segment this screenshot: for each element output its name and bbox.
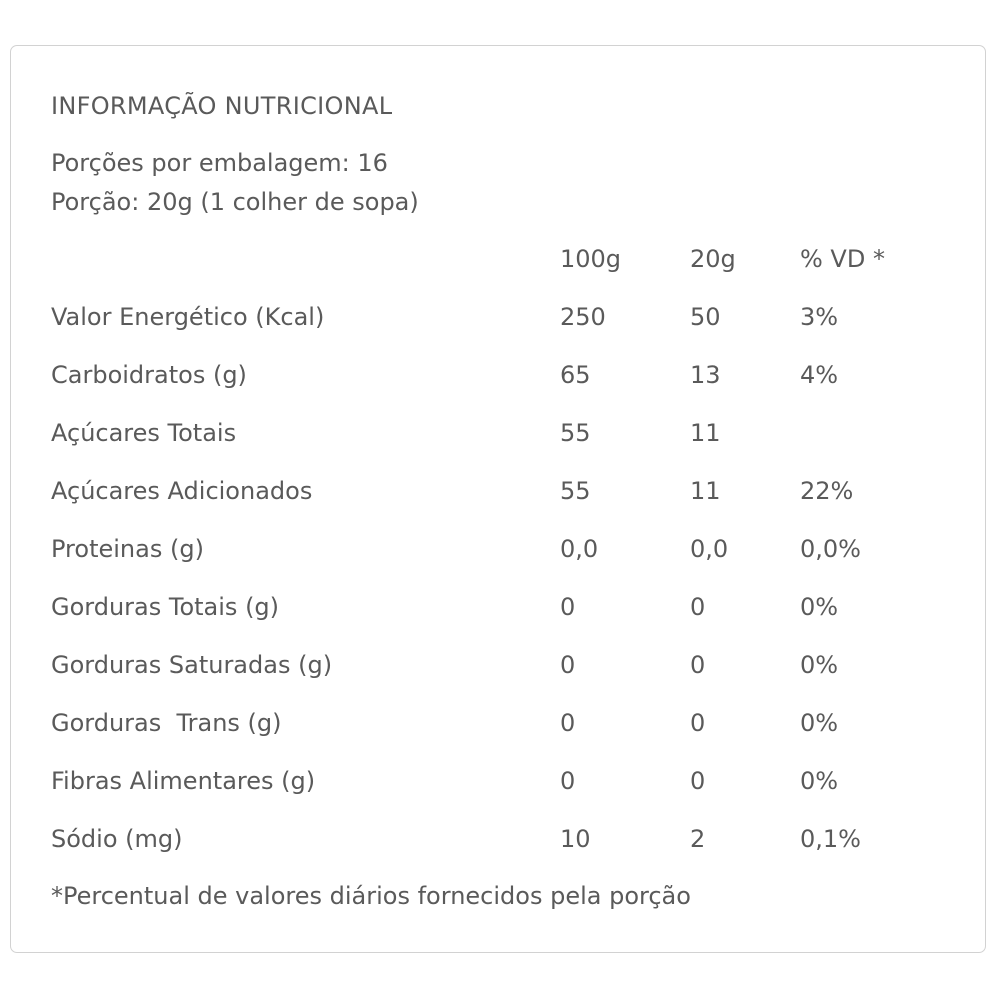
row-value-20g: 0 bbox=[690, 593, 706, 621]
table-row bbox=[51, 649, 951, 707]
row-label: Gorduras Trans (g) bbox=[51, 709, 282, 737]
row-value-20g: 0,0 bbox=[690, 535, 729, 563]
row-value-100g: 0 bbox=[560, 767, 576, 795]
row-label: Sódio (mg) bbox=[51, 825, 183, 853]
row-label: Carboidratos (g) bbox=[51, 361, 247, 389]
row-value-100g: 0 bbox=[560, 651, 576, 679]
row-value-20g: 0 bbox=[690, 767, 706, 795]
row-value-20g: 0 bbox=[690, 651, 706, 679]
table-row bbox=[51, 707, 951, 765]
row-value-vd: 3% bbox=[800, 303, 839, 331]
table-row bbox=[51, 591, 951, 649]
row-value-100g: 250 bbox=[560, 303, 606, 331]
row-value-vd: 0,1% bbox=[800, 825, 861, 853]
row-value-20g: 0 bbox=[690, 709, 706, 737]
nutrition-table bbox=[51, 243, 951, 881]
row-value-100g: 55 bbox=[560, 419, 591, 447]
row-value-100g: 65 bbox=[560, 361, 591, 389]
nutrition-title: INFORMAÇÃO NUTRICIONAL bbox=[51, 92, 393, 120]
row-value-100g: 0 bbox=[560, 709, 576, 737]
row-label: Valor Energético (Kcal) bbox=[51, 303, 325, 331]
row-value-20g: 13 bbox=[690, 361, 721, 389]
row-value-100g: 0 bbox=[560, 593, 576, 621]
table-row bbox=[51, 301, 951, 359]
table-row bbox=[51, 417, 951, 475]
table-row bbox=[51, 823, 951, 881]
row-value-vd: 0% bbox=[800, 593, 839, 621]
row-value-20g: 2 bbox=[690, 825, 706, 853]
serving-size: Porção: 20g (1 colher de sopa) bbox=[51, 188, 419, 216]
table-row bbox=[51, 475, 951, 533]
row-label: Gorduras Totais (g) bbox=[51, 593, 280, 621]
row-value-100g: 0,0 bbox=[560, 535, 599, 563]
row-value-100g: 10 bbox=[560, 825, 591, 853]
row-label: Gorduras Saturadas (g) bbox=[51, 651, 333, 679]
row-value-vd: 0% bbox=[800, 651, 839, 679]
row-label: Proteinas (g) bbox=[51, 535, 204, 563]
row-value-vd: 22% bbox=[800, 477, 854, 505]
row-value-vd: 4% bbox=[800, 361, 839, 389]
row-label: Fibras Alimentares (g) bbox=[51, 767, 316, 795]
table-row bbox=[51, 359, 951, 417]
row-label: Açúcares Adicionados bbox=[51, 477, 313, 505]
row-value-vd: 0% bbox=[800, 709, 839, 737]
footnote: *Percentual de valores diários fornecidos pela porção bbox=[51, 882, 691, 910]
row-value-vd: 0,0% bbox=[800, 535, 861, 563]
row-value-20g: 11 bbox=[690, 419, 721, 447]
header-vd: % VD * bbox=[800, 245, 885, 273]
table-header-row bbox=[51, 243, 951, 301]
header-20g: 20g bbox=[690, 245, 736, 273]
nutrition-facts-panel bbox=[10, 45, 986, 953]
table-row bbox=[51, 533, 951, 591]
row-value-20g: 11 bbox=[690, 477, 721, 505]
row-value-100g: 55 bbox=[560, 477, 591, 505]
row-value-vd: 0% bbox=[800, 767, 839, 795]
row-value-20g: 50 bbox=[690, 303, 721, 331]
servings-per-package: Porções por embalagem: 16 bbox=[51, 149, 388, 177]
header-100g: 100g bbox=[560, 245, 622, 273]
table-row bbox=[51, 765, 951, 823]
row-label: Açúcares Totais bbox=[51, 419, 237, 447]
